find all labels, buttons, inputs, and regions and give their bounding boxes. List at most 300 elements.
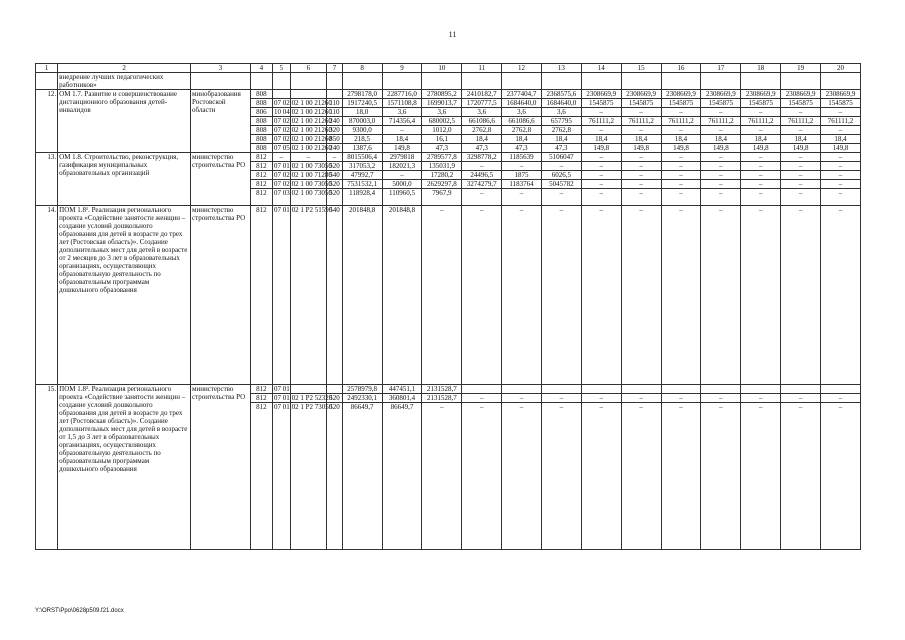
table-cell: 761111,2: [821, 117, 861, 126]
table-cell: –: [462, 403, 502, 550]
column-header: 3: [191, 64, 251, 73]
table-cell: 02 1 00 73050: [291, 180, 332, 188]
table-cell: 520: [327, 394, 343, 403]
table-cell: 07 03: [272, 189, 290, 206]
table-cell: 2780895,2: [422, 90, 462, 99]
table-cell: 02 1 00 21260: [291, 126, 332, 134]
table-cell: 1571108,8: [382, 99, 422, 108]
table-cell: [327, 90, 343, 99]
table-cell: –: [821, 171, 861, 180]
table-cell: [701, 73, 741, 90]
table-cell: [741, 73, 781, 90]
table-cell: 761111,2: [741, 117, 781, 126]
table-cell: –: [661, 394, 701, 403]
column-header: 4: [250, 64, 272, 73]
table-cell: [621, 73, 661, 90]
table-cell: 2308669,9: [661, 90, 701, 99]
table-cell: –: [781, 403, 821, 550]
table-cell: 808: [250, 99, 272, 108]
table-cell: 07 02: [273, 180, 290, 188]
table-cell: –: [701, 108, 741, 117]
table-cell: 02 1 00 71280: [291, 171, 332, 179]
table-cell: –: [462, 206, 502, 385]
table-cell: –: [382, 126, 422, 135]
table-cell: 18,4: [541, 135, 581, 144]
table-cell: 110960,5: [382, 189, 422, 206]
table-cell: –: [581, 126, 621, 135]
table-cell: 07 02: [273, 171, 290, 179]
table-cell: 761111,2: [661, 117, 701, 126]
table-cell: –: [821, 180, 861, 189]
table-cell: 2377404,7: [502, 90, 542, 99]
table-cell: 661086,6: [502, 117, 542, 126]
table-cell: 182021,3: [382, 162, 422, 171]
table-cell: 2762,8: [541, 126, 581, 135]
column-header: 8: [342, 64, 382, 73]
file-path-footer: Y:\ORST\Ppo\0628p509.f21.docx: [35, 608, 124, 614]
table-cell: 201848,8: [382, 206, 422, 385]
column-header: 13: [541, 64, 581, 73]
table-cell: –: [741, 206, 781, 385]
table-cell: [541, 385, 581, 394]
table-cell: [541, 73, 581, 90]
table-cell: –: [621, 126, 661, 135]
table-row: [36, 385, 861, 394]
column-header: 20: [821, 64, 861, 73]
table-cell: –: [701, 162, 741, 171]
table-cell: 07 02: [273, 99, 290, 107]
table-cell: –: [821, 162, 861, 171]
table-cell: [272, 90, 290, 99]
table-cell: 761111,2: [781, 117, 821, 126]
table-cell: [661, 73, 701, 90]
table-cell: 2762,8: [462, 126, 502, 135]
table-cell: 47,3: [502, 144, 542, 153]
table-cell: 47,3: [422, 144, 462, 153]
table-cell: [422, 73, 462, 90]
column-header: 1: [36, 64, 58, 73]
table-cell: 07 01: [273, 162, 290, 170]
row-number: 12.: [36, 90, 58, 153]
table-cell: 761111,2: [701, 117, 741, 126]
table-cell: –: [541, 189, 581, 206]
table-cell: 5000,0: [382, 180, 422, 189]
table-cell: –: [781, 153, 821, 162]
table-cell: –: [781, 162, 821, 171]
table-cell: 18,4: [661, 135, 701, 144]
table-cell: 218,5: [342, 135, 382, 144]
table-cell: –: [502, 206, 542, 385]
table-cell: –: [701, 394, 741, 403]
table-cell: –: [621, 180, 661, 189]
table-cell: [290, 73, 327, 90]
table-cell: –: [741, 394, 781, 403]
table-cell: –: [781, 108, 821, 117]
table-cell: –: [661, 180, 701, 189]
table-cell: 812: [250, 180, 272, 189]
table-cell: –: [621, 162, 661, 171]
table-cell: 520: [327, 403, 343, 550]
column-header: 19: [781, 64, 821, 73]
table-cell: 2308669,9: [821, 90, 861, 99]
table-cell: –: [821, 126, 861, 135]
table-cell: 520: [327, 162, 343, 171]
table-cell: [290, 90, 327, 99]
table-cell: 47,3: [462, 144, 502, 153]
table-cell: –: [422, 403, 462, 550]
table-cell: 07 01: [272, 403, 290, 550]
table-cell: 812: [250, 153, 272, 162]
table-cell: –: [781, 394, 821, 403]
table-cell: 7967,9: [422, 189, 462, 206]
table-cell: 24496,5: [462, 171, 502, 180]
table-cell: 18,4: [581, 135, 621, 144]
measure-name: ПОМ 1.8². Реализация регионального проекта «Содействие занятости женщин – создание условий дошкольного образования для детей в возрасте до трех лет (Ростовская область)». Создание дополнительных мест для детей в возрасте от 1,5 до 3 лет в образовательных организациях, осуществляющих образовательную деятельность по образовательным программам дошкольного образования: [58, 385, 191, 550]
table-cell: –: [821, 108, 861, 117]
table-cell: [502, 73, 542, 90]
table-cell: 657795: [541, 117, 581, 126]
table-cell: –: [661, 162, 701, 171]
table-cell: –: [781, 180, 821, 189]
table-cell: –: [661, 126, 701, 135]
table-cell: 201848,8: [342, 206, 382, 385]
table-cell: 540: [327, 171, 343, 180]
table-cell: 16,1: [422, 135, 462, 144]
table-cell: 761111,2: [581, 117, 621, 126]
table-cell: –: [701, 403, 741, 550]
executor: министерство строительства РО: [191, 153, 251, 206]
column-header: 16: [661, 64, 701, 73]
table-cell: 47992,7: [342, 171, 382, 180]
table-cell: –: [581, 180, 621, 189]
column-header: 12: [502, 64, 542, 73]
table-cell: 3,6: [502, 108, 542, 117]
table-cell: 812: [250, 171, 272, 180]
row-number: 13.: [36, 153, 58, 206]
table-cell: 18,4: [741, 135, 781, 144]
executor: минобразования Ростовской области: [191, 90, 251, 153]
table-cell: –: [821, 394, 861, 403]
table-cell: –: [541, 162, 581, 171]
table-cell: 1545875: [821, 99, 861, 108]
table-cell: 7531532,1: [342, 180, 382, 189]
table-cell: –: [661, 189, 701, 206]
table-cell: –: [661, 153, 701, 162]
table-cell: [462, 73, 502, 90]
table-cell: 110: [327, 108, 343, 117]
table-row: [36, 206, 861, 385]
table-cell: 3,6: [422, 108, 462, 117]
table-cell: 680002,5: [422, 117, 462, 126]
table-cell: –: [741, 126, 781, 135]
table-cell: –: [462, 162, 502, 171]
table-cell: 808: [250, 126, 272, 135]
table-cell: 5106047: [541, 153, 581, 162]
table-cell: [741, 385, 781, 394]
table-cell: –: [541, 403, 581, 550]
table-cell: –: [621, 394, 661, 403]
table-cell: 07 02: [273, 135, 290, 143]
table-cell: 2308669,9: [741, 90, 781, 99]
measure-name: ПОМ 1.8¹. Реализация регионального проекта «Содействие занятости женщин – создание условий дошкольного образования для детей в возрасте до трех лет (Ростовская область)». Создание дополнительных мест для детей в возрасте от 2 месяцев до 3 лет в образовательных организациях, осуществляющих образовательную деятельность по образовательным программам дошкольного образования: [58, 206, 191, 385]
table-cell: 1720777,5: [462, 99, 502, 108]
table-cell: 812: [250, 162, 272, 171]
table-cell: –: [821, 403, 861, 550]
measure-name: ОМ 1.7. Развитие и совершенствование дистанционного образования детей-инвалидов: [58, 90, 191, 153]
table-cell: 3,6: [462, 108, 502, 117]
table-cell: 1699013,7: [422, 99, 462, 108]
table-cell: 1545875: [701, 99, 741, 108]
table-cell: 1875: [502, 171, 542, 180]
table-cell: –: [661, 403, 701, 550]
column-header: 2: [58, 64, 191, 73]
table-cell: 149,8: [821, 144, 861, 153]
table-cell: 2368575,6: [541, 90, 581, 99]
table-cell: 1183764: [502, 180, 542, 189]
table-cell: 812: [250, 206, 272, 385]
table-cell: [250, 73, 272, 90]
table-cell: 808: [250, 135, 272, 144]
table-cell: 317053,2: [342, 162, 382, 171]
table-cell: 2308669,9: [701, 90, 741, 99]
table-cell: –: [581, 162, 621, 171]
table-cell: –: [661, 206, 701, 385]
table-cell: 808: [250, 90, 272, 99]
table-cell: –: [701, 126, 741, 135]
table-cell: –: [422, 206, 462, 385]
table-cell: 86649,7: [342, 403, 382, 550]
table-cell: 806: [250, 108, 272, 117]
table-cell: 135031,9: [422, 162, 462, 171]
table-cell: 86649,7: [382, 403, 422, 550]
table-cell: –: [621, 108, 661, 117]
measure-name: ОМ 1.8. Строительство, реконструкция, газификация муниципальных образовательных организаций: [58, 153, 191, 206]
table-cell: 10 04: [273, 108, 290, 116]
table-cell: 18,4: [781, 135, 821, 144]
table-cell: 07 02: [273, 126, 290, 134]
executor: министерство строительства РО: [191, 385, 251, 550]
table-cell: –: [581, 403, 621, 550]
table-cell: [327, 73, 343, 90]
table-row: [36, 73, 861, 90]
table-cell: –: [327, 153, 343, 162]
table-cell: –: [462, 394, 502, 403]
table-cell: 2492330,1: [342, 394, 382, 403]
table-cell: –: [581, 153, 621, 162]
table-cell: 1545875: [741, 99, 781, 108]
table-cell: 07 01: [273, 385, 290, 393]
table-cell: 808: [250, 117, 272, 126]
table-cell: –: [502, 394, 542, 403]
table-cell: 02 1 00 21260: [291, 108, 332, 116]
table-cell: [821, 73, 861, 90]
column-header: 11: [462, 64, 502, 73]
table-cell: 1387,6: [342, 144, 382, 153]
table-cell: 18,0: [342, 108, 382, 117]
table-cell: 6026,5: [541, 171, 581, 180]
table-cell: –: [701, 206, 741, 385]
table-cell: 3298778,2: [462, 153, 502, 162]
table-cell: –: [781, 189, 821, 206]
table-cell: 2308669,9: [781, 90, 821, 99]
table-cell: 2762,8: [502, 126, 542, 135]
page-number: 11: [448, 30, 457, 39]
table-cell: –: [581, 171, 621, 180]
header-row: [36, 64, 861, 73]
table-cell: [821, 385, 861, 394]
table-cell: [621, 385, 661, 394]
table-cell: 1545875: [781, 99, 821, 108]
table-cell: –: [290, 153, 327, 162]
table-cell: 149,8: [621, 144, 661, 153]
table-cell: [781, 385, 821, 394]
executor: министерство строительства РО: [191, 206, 251, 385]
table-cell: 761111,2: [621, 117, 661, 126]
table-cell: 2308669,9: [621, 90, 661, 99]
measure-name: внедрение лучших педагогических работников»: [58, 73, 191, 90]
column-header: 10: [422, 64, 462, 73]
table-cell: [290, 385, 327, 394]
table-cell: [581, 385, 621, 394]
row-number: 14.: [36, 206, 58, 385]
table-cell: [462, 385, 502, 394]
table-cell: 2789577,8: [422, 153, 462, 162]
table-cell: –: [382, 171, 422, 180]
table-cell: [327, 385, 343, 394]
column-header: 6: [290, 64, 327, 73]
table-cell: –: [741, 153, 781, 162]
table-cell: 447451,1: [382, 385, 422, 394]
table-cell: 1684640,0: [541, 99, 581, 108]
table-cell: 240: [327, 117, 343, 126]
table-cell: 17280,2: [422, 171, 462, 180]
table-cell: 02 1 P2 51590: [290, 206, 327, 385]
row-number: 15.: [36, 385, 58, 550]
table-cell: 07 01: [272, 206, 290, 385]
table-cell: 5045782: [541, 180, 581, 189]
table-cell: –: [821, 153, 861, 162]
table-cell: 02 1 00 21260: [291, 135, 332, 143]
column-header: 18: [741, 64, 781, 73]
table-cell: 661086,6: [462, 117, 502, 126]
row-number: [36, 73, 58, 90]
table-cell: 149,8: [741, 144, 781, 153]
table-cell: 2287716,0: [382, 90, 422, 99]
table-cell: 240: [327, 144, 343, 153]
table-cell: 02 1 P2 52320: [291, 394, 333, 402]
table-cell: 3,6: [541, 108, 581, 117]
table-cell: 2629297,8: [422, 180, 462, 189]
column-header: 9: [382, 64, 422, 73]
table-cell: 2410182,7: [462, 90, 502, 99]
table-cell: [781, 73, 821, 90]
table-cell: 47,3: [541, 144, 581, 153]
table-cell: –: [541, 394, 581, 403]
table-cell: 1545875: [661, 99, 701, 108]
table-cell: 2131528,7: [422, 394, 462, 403]
table-cell: 2131528,7: [422, 385, 462, 394]
table-cell: 07 01: [273, 394, 290, 402]
table-cell: –: [741, 162, 781, 171]
table-cell: –: [621, 206, 661, 385]
table-cell: 520: [327, 189, 343, 206]
table-cell: [581, 73, 621, 90]
table-cell: 520: [327, 180, 343, 189]
table-cell: –: [581, 206, 621, 385]
table-cell: 8015506,4: [342, 153, 382, 162]
table-cell: –: [462, 189, 502, 206]
table-cell: –: [621, 153, 661, 162]
table-cell: 149,8: [701, 144, 741, 153]
table-cell: –: [661, 171, 701, 180]
table-cell: 02 1 00 21260: [291, 144, 332, 152]
column-header: 15: [621, 64, 661, 73]
table-cell: 02 1 00 21260: [291, 99, 332, 107]
table-cell: 149,8: [382, 144, 422, 153]
table-cell: –: [502, 403, 542, 550]
table-cell: [342, 73, 382, 90]
table-cell: 02 1 00 73050: [290, 189, 327, 206]
table-cell: 850: [327, 135, 343, 144]
table-cell: 714356,4: [382, 117, 422, 126]
table-cell: 1545875: [621, 99, 661, 108]
column-header: 14: [581, 64, 621, 73]
table-cell: –: [741, 171, 781, 180]
table-cell: 2578979,8: [342, 385, 382, 394]
budget-table: [35, 63, 861, 550]
table-cell: –: [741, 189, 781, 206]
table-cell: 1185639: [502, 153, 542, 162]
table-cell: 07 05: [273, 144, 290, 152]
table-cell: 18,4: [701, 135, 741, 144]
table-cell: 3274279,7: [462, 180, 502, 189]
table-cell: 18,4: [621, 135, 661, 144]
table-cell: 812: [250, 189, 272, 206]
table-cell: 02 1 P2 73050: [290, 403, 327, 550]
table-cell: 118928,4: [342, 189, 382, 206]
table-cell: 812: [250, 403, 272, 550]
table-cell: 18,4: [821, 135, 861, 144]
table-cell: 1545875: [581, 99, 621, 108]
table-cell: 2798178,0: [342, 90, 382, 99]
table-cell: [661, 385, 701, 394]
table-cell: 808: [250, 144, 272, 153]
table-cell: 320: [327, 126, 343, 135]
table-cell: 2308669,9: [581, 90, 621, 99]
table-cell: [272, 73, 290, 90]
table-cell: 02 1 00 73050: [291, 162, 332, 170]
table-row: [36, 153, 861, 162]
table-cell: 149,8: [781, 144, 821, 153]
table-cell: –: [781, 126, 821, 135]
table-cell: 02 1 00 21260: [291, 117, 332, 125]
table-cell: –: [502, 162, 542, 171]
table-cell: –: [272, 153, 290, 162]
table-cell: 07 02: [273, 117, 290, 125]
table-row: [36, 90, 861, 99]
table-cell: –: [781, 171, 821, 180]
table-cell: 149,8: [661, 144, 701, 153]
table-cell: –: [821, 206, 861, 385]
table-cell: 1917240,5: [342, 99, 382, 108]
column-header: 17: [701, 64, 741, 73]
table-cell: –: [621, 403, 661, 550]
table-cell: 812: [250, 394, 272, 403]
table-cell: –: [661, 108, 701, 117]
table-cell: –: [621, 189, 661, 206]
table-cell: –: [502, 189, 542, 206]
table-cell: 149,8: [581, 144, 621, 153]
